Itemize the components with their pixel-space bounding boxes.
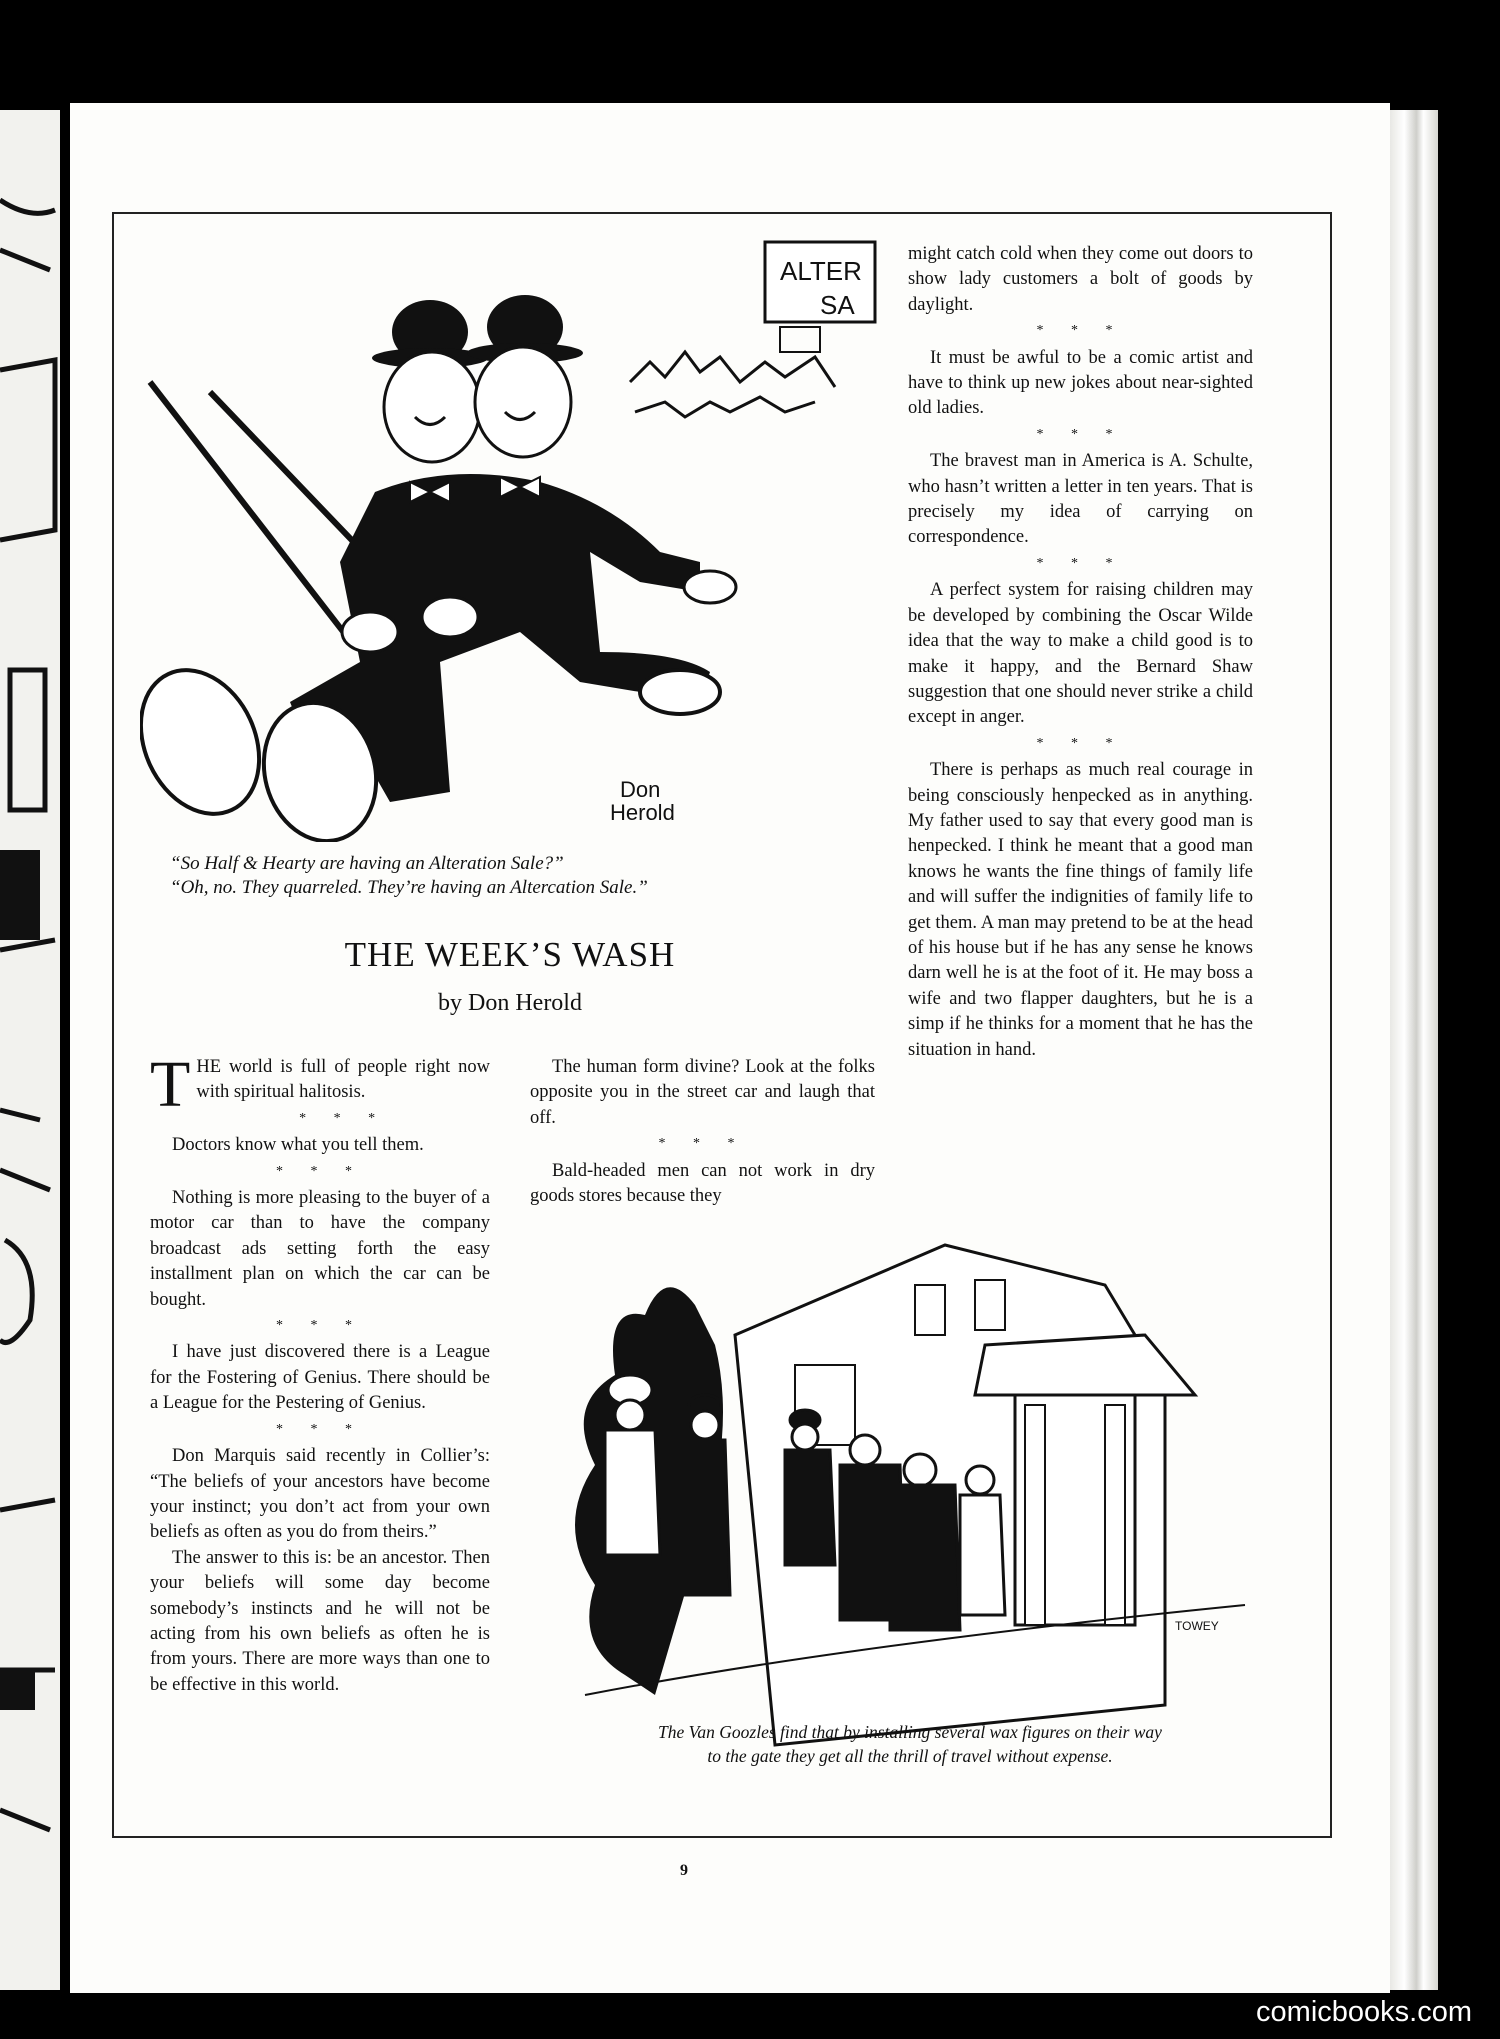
section-divider: * * * [276, 1318, 364, 1334]
article-byline: by Don Herold [438, 990, 582, 1016]
article-column-3 [908, 242, 1253, 1063]
section-divider: * * * [1036, 735, 1125, 751]
sign-text-1: ALTER [780, 256, 862, 286]
article-title: THE WEEK’S WASH [344, 935, 676, 974]
cartoon-half-and-hearty [140, 232, 880, 842]
section-divider: * * * [299, 1110, 388, 1126]
section-divider: * * * [1036, 555, 1125, 571]
col1-paragraph-4: I have just discovered there is a League for the Fostering of Genius. There should be a League for the Pestering of Genius. [150, 1342, 490, 1414]
cartoon-signature-1: Don [620, 777, 661, 802]
sign-text-2: SA [820, 290, 855, 320]
cartoon-van-goozles [545, 1225, 1260, 1865]
left-page-art [0, 110, 60, 1990]
caption-bottom-line-1: The Van Goozles find that by installing several wax figures on their way [658, 1722, 1162, 1742]
col1-paragraph-2: Doctors know what you tell them. [172, 1135, 424, 1156]
col2-paragraph-2: Bald-headed men can not work in dry goods stores because they [530, 1160, 875, 1207]
left-page-remnant [0, 110, 60, 1990]
article-column-1 [150, 1048, 490, 1698]
col3-paragraph-3: The bravest man in America is A. Schulte, who hasn’t written a letter in ten years. That is precisely my idea of carrying on correspondence. [908, 451, 1253, 548]
col1-paragraph-3: Nothing is more pleasing to the buyer of a motor car than to have the company broadcast ads setting forth the easy installment plan on which the car can be bought. [150, 1188, 490, 1310]
cartoon-signature: TOWEY [1175, 1619, 1219, 1633]
caption-top-line-1: “So Half & Hearty are having an Alteration Sale?” [170, 853, 564, 874]
caption-bottom [560, 1720, 1260, 1768]
col1-paragraph-5: Don Marquis said recently in Collier’s: “The beliefs of your ancestors have become your instinct; you don’t act from your own beliefs as often as you do from theirs.” [150, 1446, 490, 1543]
cartoon-signature-2: Herold [610, 800, 675, 825]
col3-paragraph-5: There is perhaps as much real courage in being consciously henpecked as in anything. My father used to say that every good man is henpecked. I think he meant that a good man knows he wants the fine things of family life and will suffer the indignities of family life to get them. A man may pretend to be at the head of his house but if he has any sense he knows darn well he is at the foot of it. He may boss a wife and two flapper daughters, but he is a simp if he thinks for a moment that he has the situation in hand. [908, 760, 1253, 1060]
caption-top-line-2: “Oh, no. They quarreled. They’re having an Altercation Sale.” [170, 877, 648, 898]
caption-bottom-line-2: to the gate they get all the thrill of travel without expense. [707, 1746, 1113, 1766]
watermark: comicbooks.com [1256, 1996, 1472, 2028]
col2-paragraph-1: The human form divine? Look at the folks opposite you in the street car and laugh that off. [530, 1057, 875, 1128]
article-column-2 [530, 1055, 875, 1209]
drop-cap: T [150, 1048, 191, 1121]
col1-paragraph-6: The answer to this is: be an ancestor. Then your beliefs will some day become somebody’s instincts and he will not be acting from his own beliefs as often he is from yours. There are more ways than one to be effective in this world. [150, 1547, 490, 1695]
col1-paragraph-1: HE world is full of people right now with spiritual halitosis. [196, 1057, 490, 1103]
section-divider: * * * [1036, 323, 1125, 339]
caption-top [170, 852, 870, 900]
col3-paragraph-4: A perfect system for raising children may be developed by combining the Oscar Wilde idea that the way to make a child good is to make it happy, and the Bernard Shaw suggestion that one should never strike a child except in anger. [908, 580, 1253, 728]
page-number: 9 [680, 1862, 688, 1879]
section-divider: * * * [1036, 426, 1125, 442]
col3-paragraph-2: It must be awful to be a comic artist and have to think up new jokes about near-sighted old ladies. [908, 347, 1253, 419]
section-divider: * * * [276, 1421, 364, 1437]
section-divider: * * * [658, 1136, 747, 1152]
section-divider: * * * [276, 1163, 364, 1179]
page-edge [1390, 110, 1438, 1990]
col3-paragraph-1: might catch cold when they come out doors to show lady customers a bolt of goods by daylight. [908, 244, 1253, 315]
